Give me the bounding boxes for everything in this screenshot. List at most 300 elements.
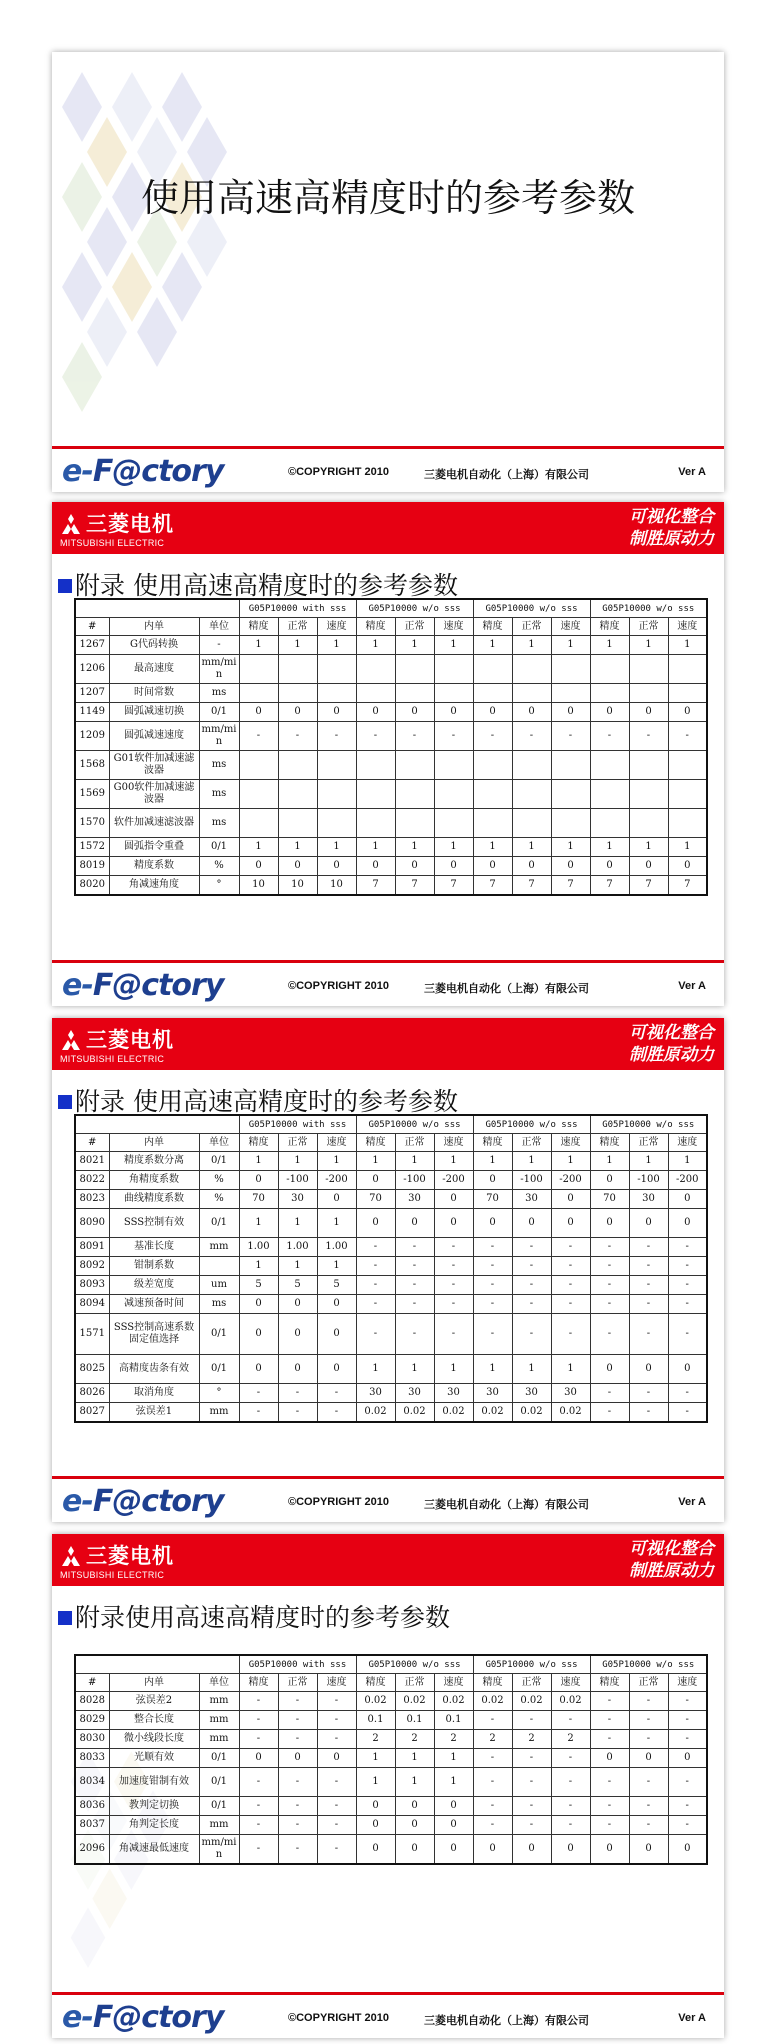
sub-header-cell: 速度 bbox=[434, 618, 473, 636]
param-value-cell: 10 bbox=[239, 876, 278, 896]
param-value-cell: 0 bbox=[395, 857, 434, 876]
param-value-cell bbox=[356, 655, 395, 684]
param-value-cell: 0 bbox=[512, 1209, 551, 1238]
param-value-cell: - bbox=[629, 1276, 668, 1295]
param-name-cell: 基准长度 bbox=[109, 1238, 199, 1257]
param-value-cell: 0.02 bbox=[356, 1403, 395, 1423]
param-name-cell: 取消角度 bbox=[109, 1384, 199, 1403]
param-number-cell: 1572 bbox=[75, 838, 109, 857]
brand-en: MITSUBISHI ELECTRIC bbox=[60, 1054, 165, 1064]
param-value-cell: 1 bbox=[473, 1355, 512, 1384]
header-name-cell: 内单 bbox=[109, 1134, 199, 1152]
slide-footer bbox=[52, 1476, 724, 1522]
param-value-cell: 0 bbox=[278, 1295, 317, 1314]
param-value-cell: - bbox=[512, 1276, 551, 1295]
param-unit-cell: ms bbox=[199, 1295, 239, 1314]
sub-header-cell: 正常 bbox=[395, 1674, 434, 1692]
footer-divider bbox=[52, 960, 724, 963]
param-value-cell: 0 bbox=[239, 1171, 278, 1190]
table-row bbox=[75, 1835, 707, 1865]
param-value-cell bbox=[356, 751, 395, 780]
slogan-line-2: 制胜原动力 bbox=[629, 1561, 714, 1581]
param-value-cell bbox=[395, 780, 434, 809]
sub-header-cell: 速度 bbox=[668, 1134, 707, 1152]
param-value-cell bbox=[512, 780, 551, 809]
param-value-cell: 0 bbox=[395, 703, 434, 722]
header-blank-cell bbox=[75, 1115, 239, 1134]
param-value-cell: - bbox=[629, 1797, 668, 1816]
param-unit-cell: ms bbox=[199, 684, 239, 703]
param-value-cell: 1 bbox=[395, 636, 434, 655]
param-value-cell bbox=[473, 780, 512, 809]
sub-header-cell: 速度 bbox=[317, 1674, 356, 1692]
param-number-cell: 8028 bbox=[75, 1692, 109, 1711]
param-value-cell: - bbox=[668, 1692, 707, 1711]
slogan-line-1: 可视化整合 bbox=[629, 1023, 714, 1043]
param-value-cell: - bbox=[512, 1768, 551, 1797]
param-value-cell: - bbox=[278, 1797, 317, 1816]
param-value-cell: 1 bbox=[317, 838, 356, 857]
param-value-cell bbox=[434, 780, 473, 809]
table-row bbox=[75, 1171, 707, 1190]
slide-heading bbox=[58, 566, 458, 602]
param-value-cell: 0 bbox=[239, 1314, 278, 1355]
param-value-cell: 0.02 bbox=[512, 1692, 551, 1711]
param-unit-cell: % bbox=[199, 1190, 239, 1209]
param-value-cell bbox=[473, 809, 512, 838]
param-unit-cell: mm/min bbox=[199, 1835, 239, 1865]
header-blank-cell bbox=[75, 1655, 239, 1674]
header-blank-cell bbox=[75, 599, 239, 618]
param-value-cell bbox=[590, 780, 629, 809]
param-value-cell: - bbox=[590, 1730, 629, 1749]
copyright-text: ©COPYRIGHT 2010 bbox=[288, 466, 390, 478]
param-value-cell bbox=[551, 809, 590, 838]
param-value-cell: - bbox=[590, 722, 629, 751]
param-value-cell: - bbox=[473, 1711, 512, 1730]
param-value-cell bbox=[434, 684, 473, 703]
param-number-cell: 8036 bbox=[75, 1797, 109, 1816]
param-value-cell: 0 bbox=[317, 1749, 356, 1768]
param-name-cell: 圆弧指令重叠 bbox=[109, 838, 199, 857]
sub-header-cell: 速度 bbox=[434, 1674, 473, 1692]
param-number-cell: 1149 bbox=[75, 703, 109, 722]
param-value-cell: 0 bbox=[317, 1355, 356, 1384]
param-value-cell: - bbox=[590, 1768, 629, 1797]
param-unit-cell: 0/1 bbox=[199, 1152, 239, 1171]
param-value-cell bbox=[278, 780, 317, 809]
param-number-cell: 1207 bbox=[75, 684, 109, 703]
param-value-cell: - bbox=[551, 1749, 590, 1768]
param-value-cell bbox=[629, 684, 668, 703]
param-value-cell: -200 bbox=[317, 1171, 356, 1190]
param-value-cell: 0 bbox=[239, 1749, 278, 1768]
brand-en: MITSUBISHI ELECTRIC bbox=[60, 538, 165, 548]
param-value-cell: 70 bbox=[239, 1190, 278, 1209]
param-name-cell: 圆弧减速切换 bbox=[109, 703, 199, 722]
table-row bbox=[75, 1768, 707, 1797]
param-value-cell: 1 bbox=[668, 636, 707, 655]
param-name-cell: 软件加减速滤波器 bbox=[109, 809, 199, 838]
table-row bbox=[75, 751, 707, 780]
logo-e: e- bbox=[62, 454, 93, 489]
param-value-cell: - bbox=[551, 1816, 590, 1835]
param-value-cell: 0 bbox=[473, 703, 512, 722]
param-name-cell: 加速度钳制有效 bbox=[109, 1768, 199, 1797]
param-unit-cell: ms bbox=[199, 780, 239, 809]
param-value-cell: 1 bbox=[317, 1209, 356, 1238]
param-value-cell bbox=[551, 655, 590, 684]
param-number-cell: 8025 bbox=[75, 1355, 109, 1384]
param-name-cell: G00软件加减速滤波器 bbox=[109, 780, 199, 809]
param-unit-cell: 0/1 bbox=[199, 1749, 239, 1768]
param-value-cell: 7 bbox=[668, 876, 707, 896]
param-value-cell: 1 bbox=[278, 1257, 317, 1276]
sub-header-cell: 速度 bbox=[551, 1134, 590, 1152]
param-value-cell: 0 bbox=[590, 857, 629, 876]
param-value-cell: - bbox=[473, 1276, 512, 1295]
param-value-cell: - bbox=[317, 1816, 356, 1835]
param-value-cell: 0 bbox=[590, 1835, 629, 1865]
param-value-cell: - bbox=[590, 1238, 629, 1257]
param-value-cell: - bbox=[434, 1295, 473, 1314]
param-value-cell: 1.00 bbox=[317, 1238, 356, 1257]
param-value-cell: 5 bbox=[278, 1276, 317, 1295]
param-name-cell: SSS控制高速系数固定值选择 bbox=[109, 1314, 199, 1355]
param-value-cell: - bbox=[278, 1403, 317, 1423]
param-value-cell: - bbox=[551, 722, 590, 751]
param-value-cell: - bbox=[473, 1257, 512, 1276]
param-value-cell: 0 bbox=[356, 1816, 395, 1835]
param-value-cell: - bbox=[512, 1314, 551, 1355]
param-value-cell: - bbox=[512, 722, 551, 751]
sub-header-cell: 正常 bbox=[278, 618, 317, 636]
param-value-cell: - bbox=[629, 1403, 668, 1423]
param-unit-cell: 0/1 bbox=[199, 703, 239, 722]
param-value-cell: - bbox=[317, 1403, 356, 1423]
param-unit-cell: mm bbox=[199, 1816, 239, 1835]
param-value-cell: 30 bbox=[512, 1384, 551, 1403]
header-unit-cell: 单位 bbox=[199, 1134, 239, 1152]
param-value-cell: - bbox=[590, 1257, 629, 1276]
param-name-cell: 钳制系数 bbox=[109, 1257, 199, 1276]
slogan-line-2: 制胜原动力 bbox=[629, 529, 714, 549]
table-row bbox=[75, 1276, 707, 1295]
param-value-cell: 7 bbox=[551, 876, 590, 896]
mitsubishi-brand bbox=[60, 508, 174, 548]
logo-factory: F@ctory bbox=[92, 2000, 224, 2035]
param-name-cell: 教判定切换 bbox=[109, 1797, 199, 1816]
param-value-cell: - bbox=[239, 1730, 278, 1749]
param-value-cell bbox=[668, 684, 707, 703]
param-value-cell: 0 bbox=[395, 1835, 434, 1865]
sub-header-cell: 精度 bbox=[239, 618, 278, 636]
sub-header-cell: 精度 bbox=[590, 618, 629, 636]
param-value-cell: - bbox=[356, 1257, 395, 1276]
sub-header-cell: 精度 bbox=[356, 618, 395, 636]
param-value-cell: 0 bbox=[668, 1355, 707, 1384]
param-number-cell: 8037 bbox=[75, 1816, 109, 1835]
param-name-cell: 角减速最低速度 bbox=[109, 1835, 199, 1865]
param-number-cell: 8092 bbox=[75, 1257, 109, 1276]
param-value-cell: 7 bbox=[512, 876, 551, 896]
param-value-cell: 1 bbox=[512, 1152, 551, 1171]
param-number-cell: 8022 bbox=[75, 1171, 109, 1190]
table-group-header-row bbox=[75, 1655, 707, 1674]
param-value-cell: 0.02 bbox=[434, 1692, 473, 1711]
param-value-cell: 0.02 bbox=[512, 1403, 551, 1423]
param-value-cell: - bbox=[551, 1797, 590, 1816]
param-value-cell bbox=[278, 751, 317, 780]
param-value-cell: 0 bbox=[668, 1835, 707, 1865]
param-unit-cell: ms bbox=[199, 809, 239, 838]
group-header-cell: G05P10000 w/o sss bbox=[473, 599, 590, 618]
param-value-cell: - bbox=[317, 722, 356, 751]
sub-header-cell: 速度 bbox=[434, 1134, 473, 1152]
param-value-cell: 0 bbox=[434, 857, 473, 876]
table-row bbox=[75, 838, 707, 857]
param-name-cell: 圆弧减速速度 bbox=[109, 722, 199, 751]
param-value-cell: 0.02 bbox=[473, 1403, 512, 1423]
param-name-cell: G代码转换 bbox=[109, 636, 199, 655]
param-value-cell: - bbox=[356, 722, 395, 751]
param-value-cell bbox=[668, 780, 707, 809]
param-value-cell bbox=[668, 809, 707, 838]
param-value-cell: - bbox=[512, 1257, 551, 1276]
param-value-cell: 1 bbox=[434, 1152, 473, 1171]
param-value-cell: 0 bbox=[395, 1816, 434, 1835]
slogan bbox=[629, 1538, 714, 1582]
table-row bbox=[75, 1209, 707, 1238]
table-sub-header-row bbox=[75, 1674, 707, 1692]
sub-header-cell: 精度 bbox=[473, 618, 512, 636]
param-value-cell: - bbox=[395, 1314, 434, 1355]
param-value-cell: - bbox=[668, 1295, 707, 1314]
table-row bbox=[75, 1749, 707, 1768]
param-number-cell: 8026 bbox=[75, 1384, 109, 1403]
sub-header-cell: 正常 bbox=[629, 618, 668, 636]
parameter-table bbox=[74, 1114, 708, 1423]
footer-divider bbox=[52, 446, 724, 449]
table-group-header-row bbox=[75, 599, 707, 618]
table-row bbox=[75, 1257, 707, 1276]
param-value-cell: - bbox=[239, 1384, 278, 1403]
logo-factory: F@ctory bbox=[92, 1484, 224, 1519]
param-value-cell: - bbox=[278, 1730, 317, 1749]
param-value-cell: 7 bbox=[434, 876, 473, 896]
param-value-cell: - bbox=[590, 1692, 629, 1711]
param-value-cell: 0 bbox=[551, 1209, 590, 1238]
param-value-cell: - bbox=[473, 1238, 512, 1257]
param-unit-cell: um bbox=[199, 1276, 239, 1295]
param-value-cell: - bbox=[278, 1768, 317, 1797]
sub-header-cell: 正常 bbox=[512, 1134, 551, 1152]
param-value-cell: - bbox=[668, 1403, 707, 1423]
param-value-cell: 0 bbox=[356, 1209, 395, 1238]
param-value-cell: - bbox=[629, 1257, 668, 1276]
slogan bbox=[629, 506, 714, 550]
param-value-cell: 0 bbox=[434, 1209, 473, 1238]
param-value-cell: 1 bbox=[629, 1152, 668, 1171]
param-value-cell: 0 bbox=[629, 857, 668, 876]
param-value-cell: - bbox=[629, 1730, 668, 1749]
param-value-cell: 2 bbox=[512, 1730, 551, 1749]
param-name-cell: 弦误差2 bbox=[109, 1692, 199, 1711]
sub-header-cell: 速度 bbox=[551, 618, 590, 636]
param-value-cell: 0 bbox=[668, 1190, 707, 1209]
param-value-cell: 0.1 bbox=[395, 1711, 434, 1730]
param-value-cell: - bbox=[590, 1314, 629, 1355]
param-value-cell: 1 bbox=[239, 1209, 278, 1238]
param-value-cell: 1 bbox=[278, 1152, 317, 1171]
param-value-cell: 1 bbox=[590, 1152, 629, 1171]
param-value-cell: 0 bbox=[512, 703, 551, 722]
table-row bbox=[75, 1384, 707, 1403]
header-name-cell: 内单 bbox=[109, 1674, 199, 1692]
param-value-cell bbox=[473, 655, 512, 684]
header-unit-cell: 单位 bbox=[199, 1674, 239, 1692]
param-value-cell: - bbox=[434, 1276, 473, 1295]
param-unit-cell: ° bbox=[199, 876, 239, 896]
header-no-cell: # bbox=[75, 1674, 109, 1692]
table-row bbox=[75, 655, 707, 684]
param-value-cell: -200 bbox=[668, 1171, 707, 1190]
param-value-cell: 1 bbox=[629, 838, 668, 857]
param-value-cell: 0 bbox=[668, 703, 707, 722]
param-value-cell: 30 bbox=[278, 1190, 317, 1209]
param-value-cell: - bbox=[278, 722, 317, 751]
param-number-cell: 8034 bbox=[75, 1768, 109, 1797]
param-value-cell: 7 bbox=[473, 876, 512, 896]
header-banner bbox=[52, 1018, 724, 1070]
logo-e: e- bbox=[62, 2000, 93, 2035]
param-number-cell: 8027 bbox=[75, 1403, 109, 1423]
param-value-cell: 7 bbox=[395, 876, 434, 896]
param-value-cell bbox=[473, 751, 512, 780]
param-value-cell: - bbox=[473, 722, 512, 751]
param-value-cell: - bbox=[668, 1768, 707, 1797]
param-name-cell: 级差宽度 bbox=[109, 1276, 199, 1295]
param-value-cell: - bbox=[356, 1295, 395, 1314]
slogan-line-1: 可视化整合 bbox=[629, 1539, 714, 1559]
sub-header-cell: 速度 bbox=[317, 618, 356, 636]
param-value-cell bbox=[629, 780, 668, 809]
param-value-cell: - bbox=[395, 1257, 434, 1276]
logo-e: e- bbox=[62, 1484, 93, 1519]
param-value-cell: 0 bbox=[278, 703, 317, 722]
param-number-cell: 8029 bbox=[75, 1711, 109, 1730]
param-value-cell: 70 bbox=[590, 1190, 629, 1209]
heading-text: 附录 使用高速高精度时的参考参数 bbox=[75, 571, 458, 600]
param-value-cell: - bbox=[668, 722, 707, 751]
param-value-cell bbox=[239, 809, 278, 838]
param-value-cell bbox=[629, 809, 668, 838]
three-diamonds-icon bbox=[60, 1546, 82, 1566]
param-unit-cell: 0/1 bbox=[199, 1355, 239, 1384]
sub-header-cell: 正常 bbox=[395, 1134, 434, 1152]
param-value-cell: 0 bbox=[590, 1355, 629, 1384]
param-value-cell: - bbox=[278, 1384, 317, 1403]
param-value-cell: 0 bbox=[278, 857, 317, 876]
param-name-cell: 最高速度 bbox=[109, 655, 199, 684]
param-value-cell: 0 bbox=[278, 1355, 317, 1384]
group-header-cell: G05P10000 w/o sss bbox=[473, 1115, 590, 1134]
param-name-cell: G01软件加减速滤波器 bbox=[109, 751, 199, 780]
param-value-cell bbox=[512, 809, 551, 838]
param-value-cell: 0.1 bbox=[434, 1711, 473, 1730]
param-value-cell bbox=[317, 809, 356, 838]
param-value-cell: - bbox=[395, 1238, 434, 1257]
param-value-cell bbox=[395, 809, 434, 838]
param-value-cell: - bbox=[668, 1276, 707, 1295]
param-unit-cell: % bbox=[199, 1171, 239, 1190]
param-value-cell: 1 bbox=[278, 1209, 317, 1238]
param-value-cell: - bbox=[434, 1238, 473, 1257]
param-value-cell: 7 bbox=[590, 876, 629, 896]
param-value-cell: 1 bbox=[239, 636, 278, 655]
param-value-cell: 0 bbox=[473, 1171, 512, 1190]
param-value-cell: 1 bbox=[590, 636, 629, 655]
param-value-cell: 30 bbox=[551, 1384, 590, 1403]
param-value-cell: 0 bbox=[317, 1314, 356, 1355]
slide-footer bbox=[52, 446, 724, 492]
header-no-cell: # bbox=[75, 1134, 109, 1152]
param-value-cell: 1 bbox=[395, 1152, 434, 1171]
param-value-cell: 10 bbox=[317, 876, 356, 896]
slide-footer bbox=[52, 1992, 724, 2038]
param-value-cell: -100 bbox=[629, 1171, 668, 1190]
param-value-cell: - bbox=[239, 1692, 278, 1711]
param-value-cell: 0 bbox=[668, 857, 707, 876]
param-value-cell: 2 bbox=[551, 1730, 590, 1749]
version-label: Ver A bbox=[678, 2012, 706, 2024]
param-value-cell bbox=[434, 751, 473, 780]
param-value-cell: 0.02 bbox=[356, 1692, 395, 1711]
param-value-cell: 0 bbox=[551, 857, 590, 876]
param-value-cell: 1 bbox=[317, 1257, 356, 1276]
param-value-cell: -100 bbox=[512, 1171, 551, 1190]
param-value-cell bbox=[356, 809, 395, 838]
param-value-cell: 1 bbox=[551, 1355, 590, 1384]
param-value-cell: - bbox=[317, 1711, 356, 1730]
param-value-cell: - bbox=[356, 1314, 395, 1355]
param-value-cell: - bbox=[278, 1692, 317, 1711]
param-unit-cell: mm bbox=[199, 1730, 239, 1749]
group-header-cell: G05P10000 w/o sss bbox=[473, 1655, 590, 1674]
param-name-cell: 整合长度 bbox=[109, 1711, 199, 1730]
param-value-cell: 0 bbox=[356, 1171, 395, 1190]
param-value-cell: - bbox=[551, 1295, 590, 1314]
sub-header-cell: 精度 bbox=[356, 1134, 395, 1152]
param-value-cell: - bbox=[473, 1768, 512, 1797]
param-value-cell bbox=[356, 780, 395, 809]
sub-header-cell: 正常 bbox=[629, 1674, 668, 1692]
param-unit-cell: ms bbox=[199, 751, 239, 780]
param-value-cell: 0 bbox=[356, 1835, 395, 1865]
param-value-cell: 30 bbox=[395, 1190, 434, 1209]
param-value-cell: 1 bbox=[395, 838, 434, 857]
param-name-cell: 角减速角度 bbox=[109, 876, 199, 896]
sub-header-cell: 精度 bbox=[473, 1134, 512, 1152]
param-value-cell: - bbox=[551, 1257, 590, 1276]
param-value-cell: 1 bbox=[668, 838, 707, 857]
blue-square-bullet-icon bbox=[58, 1611, 72, 1625]
param-value-cell: 1 bbox=[590, 838, 629, 857]
param-value-cell: - bbox=[512, 1816, 551, 1835]
param-value-cell: - bbox=[317, 1835, 356, 1865]
table-row bbox=[75, 876, 707, 896]
param-value-cell: 1 bbox=[434, 838, 473, 857]
